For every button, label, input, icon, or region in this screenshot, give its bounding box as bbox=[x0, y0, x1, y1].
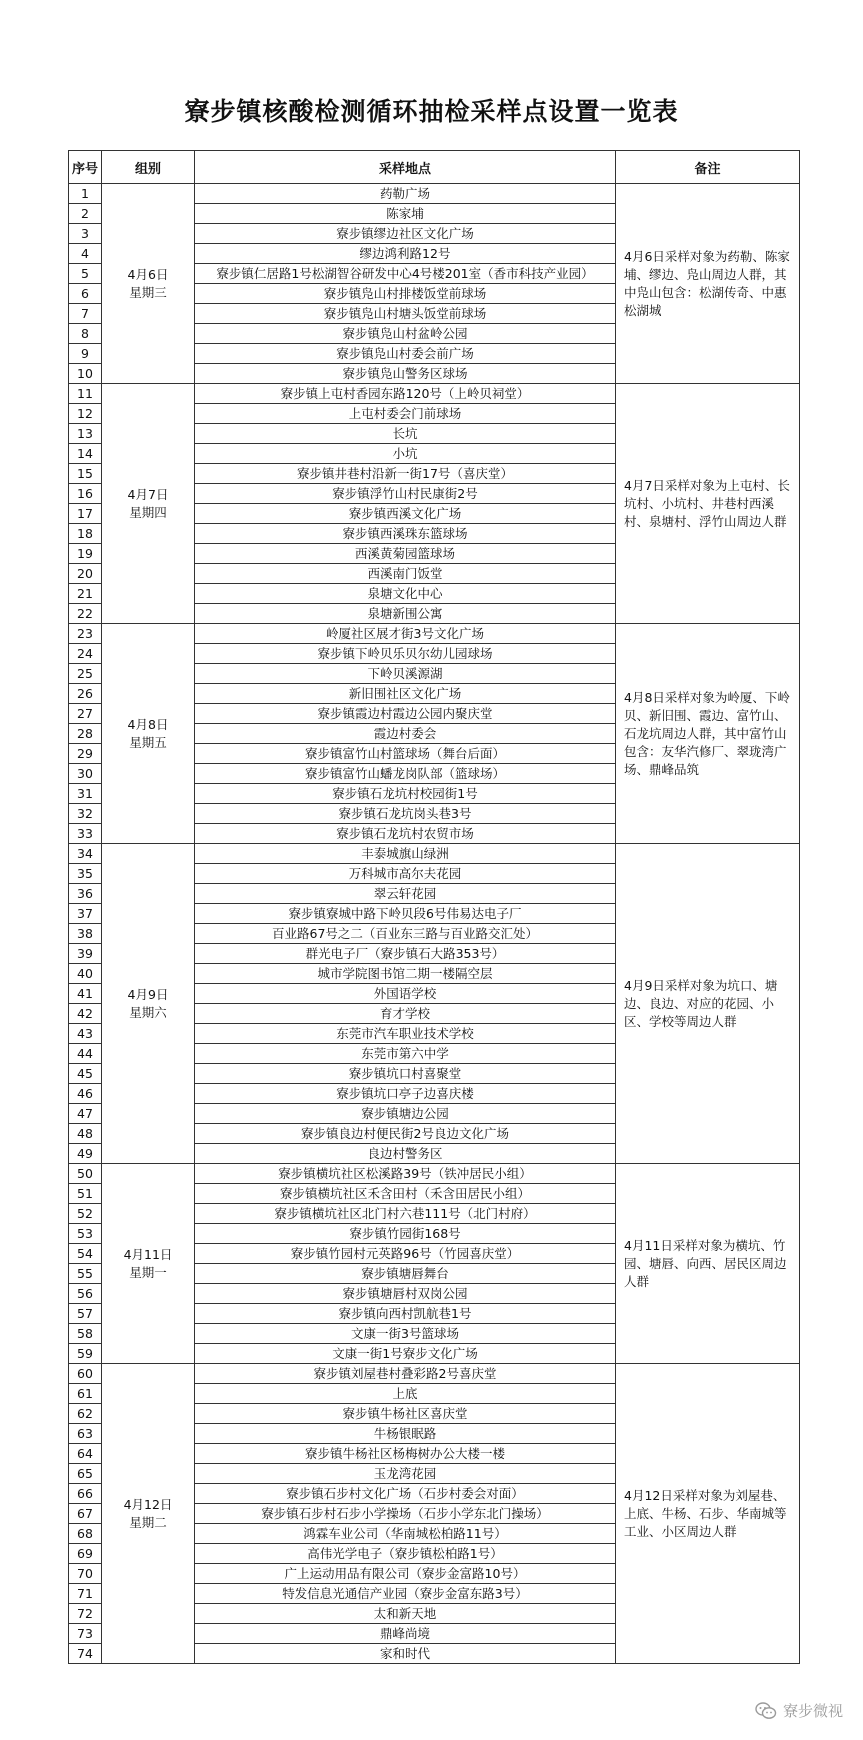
site-cell: 家和时代 bbox=[195, 1644, 616, 1664]
site-cell: 陈家埔 bbox=[195, 204, 616, 224]
row-number: 74 bbox=[69, 1644, 102, 1664]
row-number: 66 bbox=[69, 1484, 102, 1504]
group-cell bbox=[102, 384, 195, 624]
row-number: 20 bbox=[69, 564, 102, 584]
row-number: 60 bbox=[69, 1364, 102, 1384]
site-cell: 群光电子厂（寮步镇石大路353号） bbox=[195, 944, 616, 964]
site-cell: 寮步镇横坑社区松溪路39号（铁冲居民小组） bbox=[195, 1164, 616, 1184]
group-date: 4月6日 bbox=[127, 266, 169, 282]
group-cell bbox=[102, 1164, 195, 1364]
note-cell: 4月12日采样对象为刘屋巷、上底、牛杨、石步、华南城等工业、小区周边人群 bbox=[616, 1364, 800, 1664]
row-number: 45 bbox=[69, 1064, 102, 1084]
site-cell: 特发信息光通信产业园（寮步金富东路3号） bbox=[195, 1584, 616, 1604]
note-cell: 4月6日采样对象为药勒、陈家埔、缪边、凫山周边人群，其中凫山包含：松湖传奇、中惠松湖城 bbox=[616, 184, 800, 384]
footer-brand-text: 寮步微视 bbox=[782, 1702, 843, 1720]
header-site: 采样地点 bbox=[195, 151, 616, 184]
row-number: 29 bbox=[69, 744, 102, 764]
row-number: 30 bbox=[69, 764, 102, 784]
row-number: 33 bbox=[69, 824, 102, 844]
group-weekday: 星期二 bbox=[129, 1514, 167, 1530]
row-number: 2 bbox=[69, 204, 102, 224]
header-note: 备注 bbox=[616, 151, 800, 184]
site-cell: 寮步镇凫山村塘头饭堂前球场 bbox=[195, 304, 616, 324]
row-number: 5 bbox=[69, 264, 102, 284]
row-number: 15 bbox=[69, 464, 102, 484]
site-cell: 寮步镇坑口村喜聚堂 bbox=[195, 1064, 616, 1084]
site-cell: 文康一街1号寮步文化广场 bbox=[195, 1344, 616, 1364]
site-cell: 寮步镇牛杨社区喜庆堂 bbox=[195, 1404, 616, 1424]
group-weekday: 星期五 bbox=[129, 734, 167, 750]
row-number: 43 bbox=[69, 1024, 102, 1044]
site-cell: 文康一街3号篮球场 bbox=[195, 1324, 616, 1344]
row-number: 18 bbox=[69, 524, 102, 544]
row-number: 17 bbox=[69, 504, 102, 524]
row-number: 10 bbox=[69, 364, 102, 384]
site-cell: 寮步镇石龙坑村农贸市场 bbox=[195, 824, 616, 844]
row-number: 32 bbox=[69, 804, 102, 824]
row-number: 39 bbox=[69, 944, 102, 964]
row-number: 69 bbox=[69, 1544, 102, 1564]
site-cell: 外国语学校 bbox=[195, 984, 616, 1004]
row-number: 41 bbox=[69, 984, 102, 1004]
row-number: 61 bbox=[69, 1384, 102, 1404]
site-cell: 寮步镇坑口亭子边喜庆楼 bbox=[195, 1084, 616, 1104]
row-number: 16 bbox=[69, 484, 102, 504]
row-number: 25 bbox=[69, 664, 102, 684]
row-number: 71 bbox=[69, 1584, 102, 1604]
header-group: 组别 bbox=[102, 151, 195, 184]
site-cell: 丰泰城旗山绿洲 bbox=[195, 844, 616, 864]
site-cell: 下岭贝溪源湖 bbox=[195, 664, 616, 684]
header-no: 序号 bbox=[69, 151, 102, 184]
row-number: 72 bbox=[69, 1604, 102, 1624]
group-date: 4月7日 bbox=[127, 486, 169, 502]
table-row bbox=[69, 844, 800, 864]
site-cell: 寮步镇竹园村元英路96号（竹园喜庆堂） bbox=[195, 1244, 616, 1264]
wechat-icon bbox=[755, 1702, 777, 1720]
site-cell: 寮步镇牛杨社区杨梅树办公大楼一楼 bbox=[195, 1444, 616, 1464]
row-number: 49 bbox=[69, 1144, 102, 1164]
row-number: 51 bbox=[69, 1184, 102, 1204]
row-number: 8 bbox=[69, 324, 102, 344]
site-cell: 寮步镇富竹山蟠龙岗队部（篮球场） bbox=[195, 764, 616, 784]
page-title: 寮步镇核酸检测循环抽检采样点设置一览表 bbox=[184, 97, 679, 126]
group-weekday: 星期一 bbox=[129, 1264, 167, 1280]
row-number: 6 bbox=[69, 284, 102, 304]
site-cell: 寮步镇向西村凯航巷1号 bbox=[195, 1304, 616, 1324]
table-body bbox=[69, 184, 800, 1664]
site-cell: 寮步镇缪边社区文化广场 bbox=[195, 224, 616, 244]
site-cell: 寮步镇西溪珠东篮球场 bbox=[195, 524, 616, 544]
site-cell: 寮步镇石步村文化广场（石步村委会对面） bbox=[195, 1484, 616, 1504]
row-number: 38 bbox=[69, 924, 102, 944]
group-date: 4月12日 bbox=[123, 1496, 173, 1512]
row-number: 37 bbox=[69, 904, 102, 924]
site-cell: 寮步镇塘唇村双岗公园 bbox=[195, 1284, 616, 1304]
group-cell bbox=[102, 844, 195, 1164]
site-cell: 寮步镇石步村石步小学操场（石步小学东北门操场） bbox=[195, 1504, 616, 1524]
site-cell: 百业路67号之二（百业东三路与百业路交汇处） bbox=[195, 924, 616, 944]
row-number: 68 bbox=[69, 1524, 102, 1544]
site-cell: 西溪黄菊园篮球场 bbox=[195, 544, 616, 564]
site-cell: 东莞市汽车职业技术学校 bbox=[195, 1024, 616, 1044]
row-number: 27 bbox=[69, 704, 102, 724]
note-cell: 4月11日采样对象为横坑、竹园、塘唇、向西、居民区周边人群 bbox=[616, 1164, 800, 1364]
site-cell: 鸿霖车业公司（华南城松柏路11号） bbox=[195, 1524, 616, 1544]
site-cell: 万科城市高尔夫花园 bbox=[195, 864, 616, 884]
site-cell: 上屯村委会门前球场 bbox=[195, 404, 616, 424]
note-cell: 4月9日采样对象为坑口、塘边、良边、对应的花园、小区、学校等周边人群 bbox=[616, 844, 800, 1164]
row-number: 34 bbox=[69, 844, 102, 864]
site-cell: 寮步镇石龙坑岗头巷3号 bbox=[195, 804, 616, 824]
site-cell: 寮步镇良边村便民街2号良边文化广场 bbox=[195, 1124, 616, 1144]
site-cell: 小坑 bbox=[195, 444, 616, 464]
row-number: 58 bbox=[69, 1324, 102, 1344]
site-cell: 寮步镇横坑社区禾含田村（禾含田居民小组） bbox=[195, 1184, 616, 1204]
site-cell: 寮步镇竹园街168号 bbox=[195, 1224, 616, 1244]
group-weekday: 星期三 bbox=[129, 284, 167, 300]
site-cell: 寮步镇凫山警务区球场 bbox=[195, 364, 616, 384]
table-row bbox=[69, 384, 800, 404]
site-cell: 寮步镇仁居路1号松湖智谷研发中心4号楼201室（香市科技产业园） bbox=[195, 264, 616, 284]
site-cell: 上底 bbox=[195, 1384, 616, 1404]
site-cell: 寮步镇寮城中路下岭贝段6号伟易达电子厂 bbox=[195, 904, 616, 924]
site-cell: 寮步镇塘边公园 bbox=[195, 1104, 616, 1124]
site-cell: 寮步镇凫山村排楼饭堂前球场 bbox=[195, 284, 616, 304]
site-cell: 药勒广场 bbox=[195, 184, 616, 204]
row-number: 73 bbox=[69, 1624, 102, 1644]
row-number: 9 bbox=[69, 344, 102, 364]
group-cell bbox=[102, 184, 195, 384]
row-number: 35 bbox=[69, 864, 102, 884]
row-number: 47 bbox=[69, 1104, 102, 1124]
row-number: 26 bbox=[69, 684, 102, 704]
site-cell: 寮步镇富竹山村篮球场（舞台后面） bbox=[195, 744, 616, 764]
site-cell: 寮步镇石龙坑村校园街1号 bbox=[195, 784, 616, 804]
table-row bbox=[69, 1164, 800, 1184]
row-number: 3 bbox=[69, 224, 102, 244]
row-number: 46 bbox=[69, 1084, 102, 1104]
row-number: 36 bbox=[69, 884, 102, 904]
row-number: 22 bbox=[69, 604, 102, 624]
site-cell: 寮步镇凫山村委会前广场 bbox=[195, 344, 616, 364]
row-number: 19 bbox=[69, 544, 102, 564]
note-cell: 4月7日采样对象为上屯村、长坑村、小坑村、井巷村西溪村、泉塘村、浮竹山周边人群 bbox=[616, 384, 800, 624]
row-number: 54 bbox=[69, 1244, 102, 1264]
row-number: 28 bbox=[69, 724, 102, 744]
row-number: 11 bbox=[69, 384, 102, 404]
note-cell: 4月8日采样对象为岭厦、下岭贝、新旧围、霞边、富竹山、石龙坑周边人群，其中富竹山包含：友华汽修厂、翠珑湾广场、鼎峰品筑 bbox=[616, 624, 800, 844]
table-row bbox=[69, 624, 800, 644]
row-number: 7 bbox=[69, 304, 102, 324]
site-cell: 寮步镇横坑社区北门村六巷111号（北门村府） bbox=[195, 1204, 616, 1224]
row-number: 44 bbox=[69, 1044, 102, 1064]
site-cell: 西溪南门饭堂 bbox=[195, 564, 616, 584]
site-cell: 寮步镇刘屋巷村叠彩路2号喜庆堂 bbox=[195, 1364, 616, 1384]
group-date: 4月11日 bbox=[123, 1246, 173, 1262]
sampling-sites-table bbox=[68, 150, 800, 1664]
table-header-row bbox=[69, 151, 800, 184]
row-number: 64 bbox=[69, 1444, 102, 1464]
row-number: 67 bbox=[69, 1504, 102, 1524]
footer-watermark bbox=[755, 1700, 843, 1721]
site-cell: 育才学校 bbox=[195, 1004, 616, 1024]
row-number: 63 bbox=[69, 1424, 102, 1444]
site-cell: 高伟光学电子（寮步镇松柏路1号） bbox=[195, 1544, 616, 1564]
group-cell bbox=[102, 624, 195, 844]
row-number: 13 bbox=[69, 424, 102, 444]
site-cell: 霞边村委会 bbox=[195, 724, 616, 744]
site-cell: 寮步镇浮竹山村民康街2号 bbox=[195, 484, 616, 504]
row-number: 48 bbox=[69, 1124, 102, 1144]
site-cell: 长坑 bbox=[195, 424, 616, 444]
group-weekday: 星期四 bbox=[129, 504, 167, 520]
row-number: 57 bbox=[69, 1304, 102, 1324]
site-cell: 缪边鸿利路12号 bbox=[195, 244, 616, 264]
row-number: 59 bbox=[69, 1344, 102, 1364]
site-cell: 寮步镇凫山村盆岭公园 bbox=[195, 324, 616, 344]
site-cell: 玉龙湾花园 bbox=[195, 1464, 616, 1484]
row-number: 52 bbox=[69, 1204, 102, 1224]
row-number: 55 bbox=[69, 1264, 102, 1284]
site-cell: 鼎峰尚境 bbox=[195, 1624, 616, 1644]
row-number: 14 bbox=[69, 444, 102, 464]
site-cell: 太和新天地 bbox=[195, 1604, 616, 1624]
group-date: 4月9日 bbox=[127, 986, 169, 1002]
row-number: 70 bbox=[69, 1564, 102, 1584]
group-date: 4月8日 bbox=[127, 716, 169, 732]
row-number: 62 bbox=[69, 1404, 102, 1424]
row-number: 12 bbox=[69, 404, 102, 424]
site-cell: 寮步镇下岭贝乐贝尔幼儿园球场 bbox=[195, 644, 616, 664]
row-number: 23 bbox=[69, 624, 102, 644]
row-number: 24 bbox=[69, 644, 102, 664]
site-cell: 良边村警务区 bbox=[195, 1144, 616, 1164]
table-row bbox=[69, 184, 800, 204]
site-cell: 寮步镇西溪文化广场 bbox=[195, 504, 616, 524]
site-cell: 寮步镇塘唇舞台 bbox=[195, 1264, 616, 1284]
site-cell: 新旧围社区文化广场 bbox=[195, 684, 616, 704]
site-cell: 泉塘文化中心 bbox=[195, 584, 616, 604]
site-cell: 寮步镇霞边村霞边公园内聚庆堂 bbox=[195, 704, 616, 724]
row-number: 4 bbox=[69, 244, 102, 264]
row-number: 21 bbox=[69, 584, 102, 604]
row-number: 53 bbox=[69, 1224, 102, 1244]
row-number: 42 bbox=[69, 1004, 102, 1024]
row-number: 65 bbox=[69, 1464, 102, 1484]
group-weekday: 星期六 bbox=[129, 1004, 167, 1020]
row-number: 31 bbox=[69, 784, 102, 804]
row-number: 50 bbox=[69, 1164, 102, 1184]
site-cell: 广上运动用品有限公司（寮步金富路10号） bbox=[195, 1564, 616, 1584]
row-number: 56 bbox=[69, 1284, 102, 1304]
site-cell: 泉塘新围公寓 bbox=[195, 604, 616, 624]
row-number: 1 bbox=[69, 184, 102, 204]
site-cell: 寮步镇井巷村沿新一街17号（喜庆堂） bbox=[195, 464, 616, 484]
site-cell: 寮步镇上屯村香园东路120号（上岭贝祠堂） bbox=[195, 384, 616, 404]
site-cell: 翠云轩花园 bbox=[195, 884, 616, 904]
site-cell: 东莞市第六中学 bbox=[195, 1044, 616, 1064]
site-cell: 牛杨银眠路 bbox=[195, 1424, 616, 1444]
site-cell: 城市学院图书馆二期一楼隔空层 bbox=[195, 964, 616, 984]
site-cell: 岭厦社区展才街3号文化广场 bbox=[195, 624, 616, 644]
table-row bbox=[69, 1364, 800, 1384]
group-cell bbox=[102, 1364, 195, 1664]
row-number: 40 bbox=[69, 964, 102, 984]
